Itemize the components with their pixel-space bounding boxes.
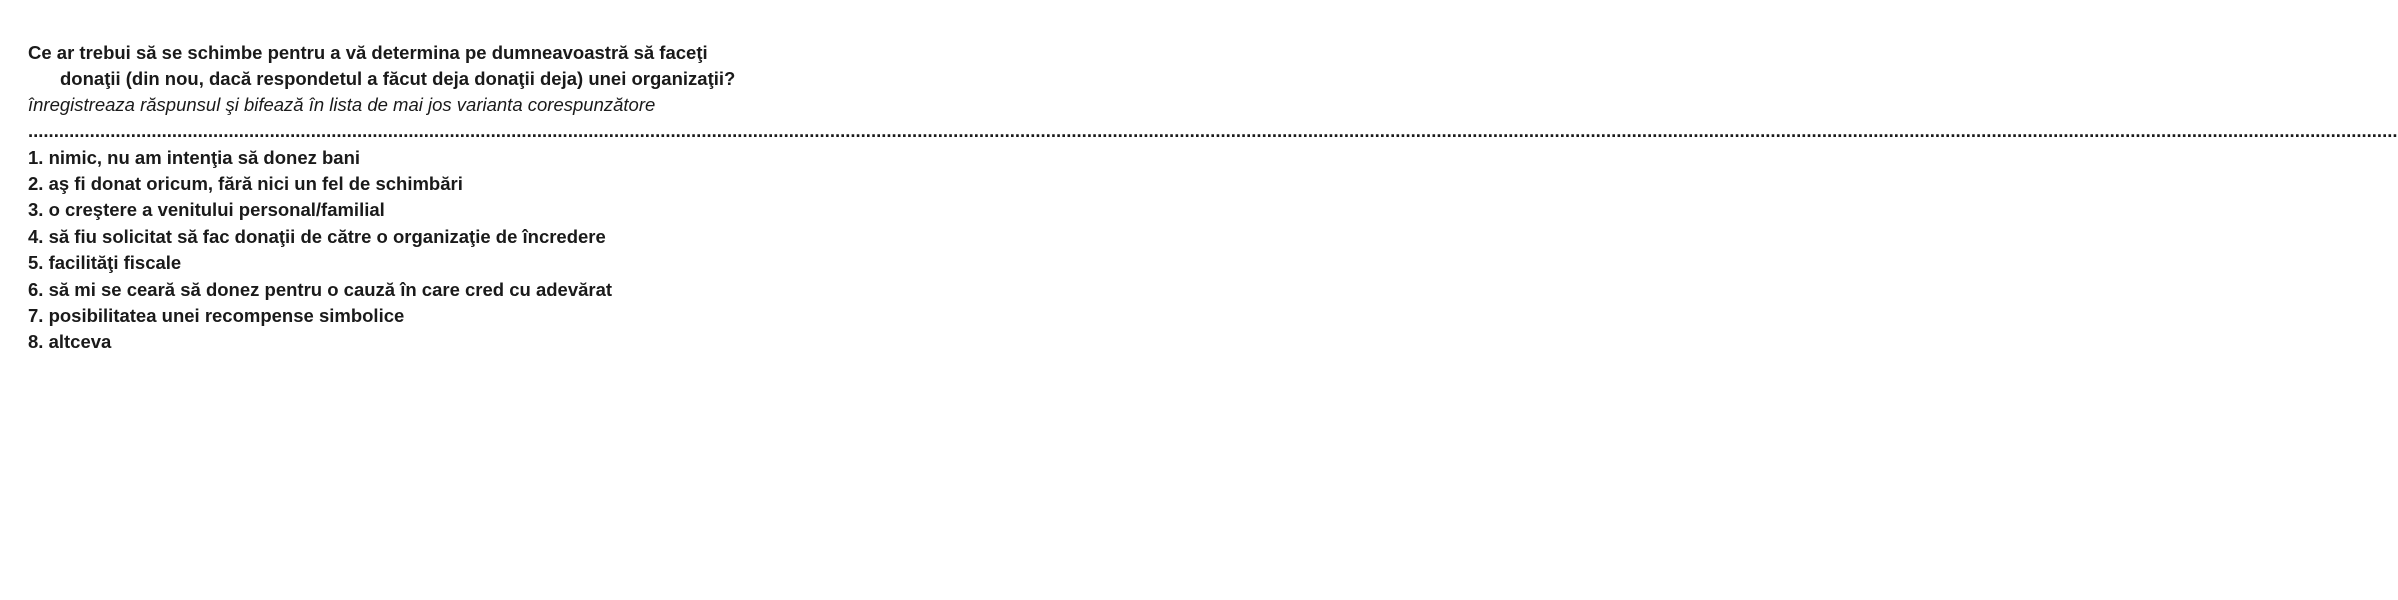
option-7: 7. posibilitatea unei recompense simbolice	[28, 304, 405, 326]
answer-line: .............................................................................................................................................................................................................................................................................................................................................................................................................................................................................	[28, 120, 2398, 141]
option-6: 6. să mi se ceară să donez pentru o cauză în care cred cu adevărat	[28, 278, 613, 300]
instruction-text: înregistreaza răspunsul şi bifează în lista de mai jos varianta corespunzătore	[28, 94, 656, 115]
answer-options-list	[28, 145, 768, 356]
option-2: 2. aş fi donat oricum, fără nici un fel de schimbări	[28, 172, 463, 194]
option-3: 3. o creştere a venitului personal/familial	[28, 199, 385, 221]
option-5: 5. facilităţi fiscale	[28, 252, 182, 274]
survey-question-block	[28, 40, 2398, 356]
option-8: 8. altceva	[28, 331, 112, 353]
option-4: 4. să fiu solicitat să fac donaţii de către o organizaţie de încredere	[28, 225, 606, 247]
question-text: Ce ar trebui să se schimbe pentru a vă determina pe dumneavoastră să faceţi donaţii (din nou, dacă respondetul a făcut deja donaţii deja) unei organizaţii?	[28, 42, 736, 89]
option-1: 1. nimic, nu am intenţia să donez bani	[28, 146, 361, 168]
